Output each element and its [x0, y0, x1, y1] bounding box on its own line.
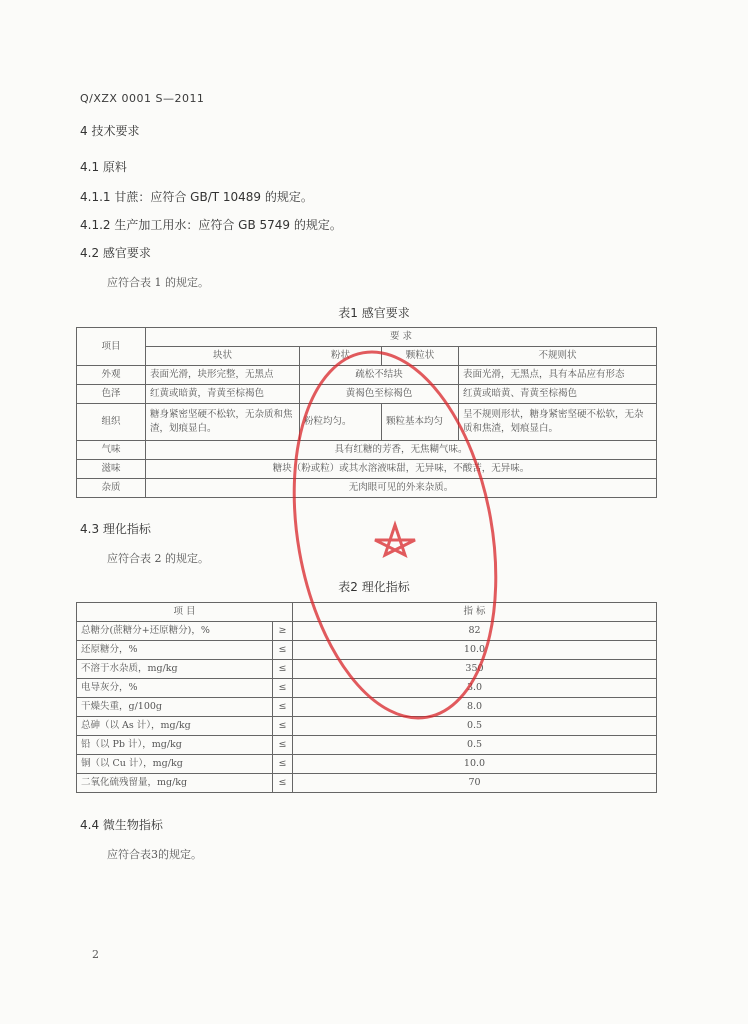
table2-value-cell: 10.0 — [293, 641, 657, 660]
table-row — [77, 404, 657, 441]
table-row — [77, 460, 657, 479]
table1-item-color: 色泽 — [77, 385, 146, 404]
section-4-heading: 4 技术要求 — [80, 124, 140, 138]
section-4-1-1-text: 4.1.1 甘蔗：应符合 GB/T 10489 的规定。 — [80, 190, 313, 204]
table1-header-requirement: 要 求 — [146, 328, 657, 347]
table1-cell: 具有红糖的芳香，无焦糊气味。 — [146, 441, 657, 460]
seal-star-icon — [375, 525, 415, 555]
page-number: 2 — [92, 948, 99, 961]
table2-op-cell: ≤ — [273, 641, 293, 660]
section-4-2-heading: 4.2 感官要求 — [80, 246, 151, 260]
table2-value-cell: 70 — [293, 774, 657, 793]
table1-cell: 红黄或暗黄、青黄至棕褐色 — [459, 385, 657, 404]
table2-item-cell: 二氧化硫残留量，mg/kg — [77, 774, 273, 793]
table2-op-cell: ≤ — [273, 717, 293, 736]
table2-value-cell: 350 — [293, 660, 657, 679]
table2-op-cell: ≤ — [273, 755, 293, 774]
table1-cell: 无肉眼可见的外来杂质。 — [146, 479, 657, 498]
physicochemical-indicators-table — [76, 602, 657, 793]
table-row — [77, 366, 657, 385]
table2-item-cell: 电导灰分，% — [77, 679, 273, 698]
table1-cell: 疏松不结块 — [300, 366, 459, 385]
table-row — [77, 717, 657, 736]
table2-op-cell: ≥ — [273, 622, 293, 641]
table-row — [77, 641, 657, 660]
table2-op-cell: ≤ — [273, 698, 293, 717]
table2-item-cell: 还原糖分，% — [77, 641, 273, 660]
section-4-1-heading: 4.1 原料 — [80, 160, 127, 174]
table1-item-impurity: 杂质 — [77, 479, 146, 498]
table1-header-item: 项目 — [77, 328, 146, 366]
section-4-4-heading: 4.4 微生物指标 — [80, 818, 163, 832]
table1-cell: 颗粒基本均匀 — [382, 404, 459, 441]
table2-value-cell: 0.5 — [293, 717, 657, 736]
table2-op-cell: ≤ — [273, 736, 293, 755]
table1-subheader-irregular: 不规则状 — [459, 347, 657, 366]
table2-item-cell: 干燥失重，g/100g — [77, 698, 273, 717]
table2-header-item: 项 目 — [77, 603, 293, 622]
section-4-2-text: 应符合表 1 的规定。 — [107, 276, 209, 289]
table-row — [77, 441, 657, 460]
table2-item-cell: 不溶于水杂质，mg/kg — [77, 660, 273, 679]
sensory-requirements-table — [76, 327, 657, 498]
table2-value-cell: 82 — [293, 622, 657, 641]
table2-item-cell: 铅（以 Pb 计），mg/kg — [77, 736, 273, 755]
table1-item-texture: 组织 — [77, 404, 146, 441]
section-4-1-2-text: 4.1.2 生产加工用水：应符合 GB 5749 的规定。 — [80, 218, 342, 232]
table2-caption: 表2 理化指标 — [338, 580, 410, 594]
table2-item-cell: 铜（以 Cu 计），mg/kg — [77, 755, 273, 774]
table2-value-cell: 8.0 — [293, 698, 657, 717]
table2-item-cell: 总砷（以 As 计），mg/kg — [77, 717, 273, 736]
table-row — [77, 755, 657, 774]
table1-item-smell: 气味 — [77, 441, 146, 460]
table2-item-cell: 总糖分(蔗糖分+还原糖分)，% — [77, 622, 273, 641]
table-row — [77, 622, 657, 641]
table1-cell: 糖身紧密坚硬不松软，无杂质和焦渣，划痕显白。 — [146, 404, 300, 441]
table2-op-cell: ≤ — [273, 679, 293, 698]
table1-cell: 红黄或暗黄，青黄至棕褐色 — [146, 385, 300, 404]
table-row — [77, 698, 657, 717]
table1-item-appearance: 外观 — [77, 366, 146, 385]
table-row — [77, 479, 657, 498]
table1-subheader-powder: 粉状 — [300, 347, 382, 366]
table2-value-cell: 10.0 — [293, 755, 657, 774]
table1-cell: 表面光滑，无黑点，具有本品应有形态 — [459, 366, 657, 385]
section-4-3-text: 应符合表 2 的规定。 — [107, 552, 209, 565]
table-row — [77, 660, 657, 679]
table-row — [77, 679, 657, 698]
table2-op-cell: ≤ — [273, 774, 293, 793]
document-code: Q/XZX 0001 S—2011 — [80, 92, 205, 105]
table2-value-cell: 3.0 — [293, 679, 657, 698]
section-4-3-heading: 4.3 理化指标 — [80, 522, 151, 536]
table1-cell: 糖块（粉或粒）或其水溶液味甜，无异味，不酸苦，无异味。 — [146, 460, 657, 479]
table1-cell: 表面光滑，块形完整，无黑点 — [146, 366, 300, 385]
table2-value-cell: 0.5 — [293, 736, 657, 755]
table1-cell: 呈不规则形状，糖身紧密坚硬不松软，无杂质和焦渣，划痕显白。 — [459, 404, 657, 441]
table2-header-index: 指 标 — [293, 603, 657, 622]
table1-cell: 黄褐色至棕褐色 — [300, 385, 459, 404]
table1-item-taste: 滋味 — [77, 460, 146, 479]
table1-cell: 粉粒均匀。 — [300, 404, 382, 441]
table1-subheader-granule: 颗粒状 — [382, 347, 459, 366]
table1-caption: 表1 感官要求 — [338, 306, 410, 320]
table-row — [77, 385, 657, 404]
table1-subheader-block: 块状 — [146, 347, 300, 366]
table-row — [77, 736, 657, 755]
table2-op-cell: ≤ — [273, 660, 293, 679]
section-4-4-text: 应符合表3的规定。 — [107, 848, 202, 861]
table-row — [77, 774, 657, 793]
